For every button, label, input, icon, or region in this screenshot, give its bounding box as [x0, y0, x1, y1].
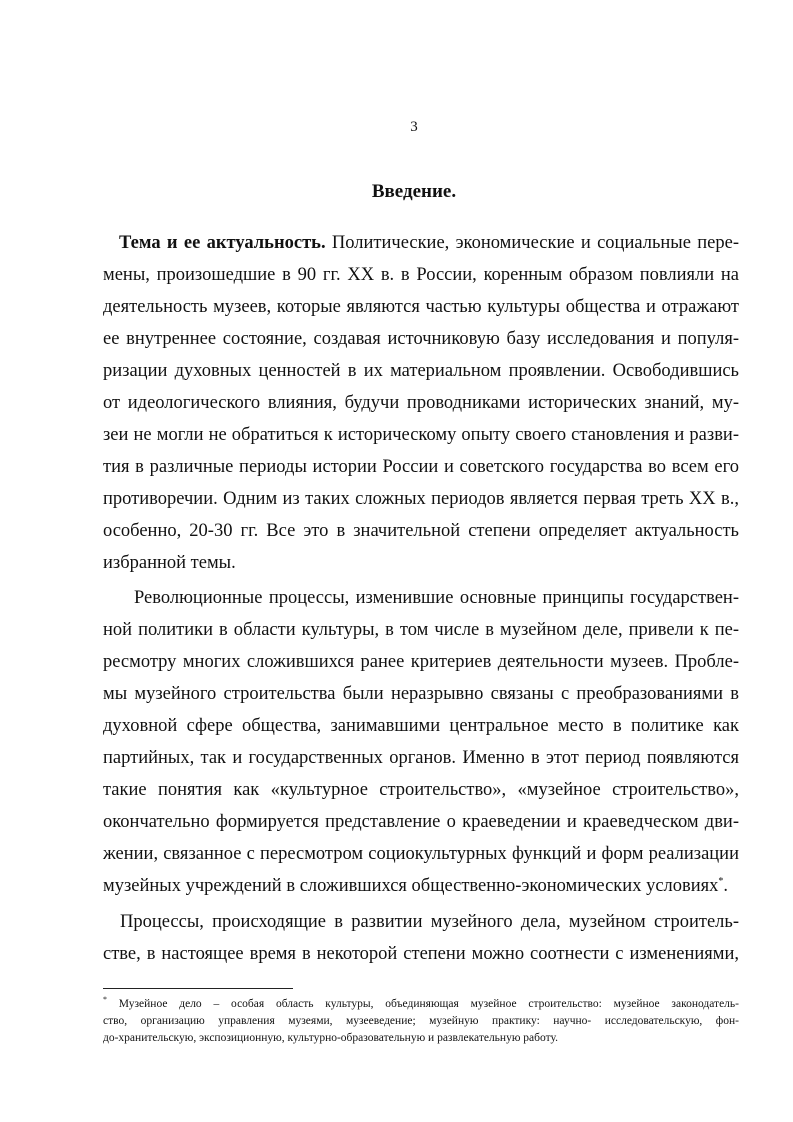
paragraph-line: ризации духовных ценностей в их материальном проявлении. Освободившись — [103, 361, 739, 381]
paragraph-lead: Тема и ее актуальность. — [119, 233, 326, 253]
paragraph-line: ее внутреннее состояние, создавая источниковую базу исследования и популя- — [103, 329, 739, 349]
paragraph-line: зеи не могли не обратиться к историческому опыту своего становления и разви- — [103, 425, 739, 445]
paragraph-line: мы музейного строительства были неразрывно связаны с преобразованиями в — [103, 684, 739, 704]
footnote-separator — [103, 988, 293, 989]
paragraph-line: партийных, так и государственных органов. Именно в этот период появляются — [103, 748, 739, 768]
paragraph-line: противоречии. Одним из таких сложных периодов является первая треть XX в., — [103, 489, 739, 509]
paragraph-line: жении, связанное с пересмотром социокультурных функций и форм реализации — [103, 844, 739, 864]
paragraph-line: ресмотру многих сложившихся ранее критериев деятельности музеев. Пробле- — [103, 652, 739, 672]
paragraph-line: ной политики в области культуры, в том числе в музейном деле, привели к пе- — [103, 620, 739, 640]
paragraph-line: Революционные процессы, изменившие основные принципы государствен- — [134, 588, 739, 608]
paragraph-line: духовной сфере общества, занимавшими центральное место в политике как — [103, 716, 739, 736]
footnote-reference[interactable]: * — [718, 875, 724, 887]
paragraph-line: окончательно формируется представление о краеведении и краеведческом дви- — [103, 812, 739, 832]
paragraph-line: Тема и ее актуальность. Политические, экономические и социальные пере- — [119, 233, 739, 253]
paragraph-line: Процессы, происходящие в развитии музейного дела, музейном строитель- — [120, 912, 739, 932]
paragraph-line: избранной темы. — [103, 553, 236, 573]
paragraph-line: тия в различные периоды истории России и советского государства во всем его — [103, 457, 739, 477]
paragraph-line: особенно, 20-30 гг. Все это в значительной степени определяет актуальность — [103, 521, 739, 541]
footnote-mark: * — [103, 995, 107, 1005]
paragraph-line: музейных учреждений в сложившихся общественно-экономических условиях*. — [103, 875, 729, 896]
paragraph-line: деятельность музеев, которые являются частью культуры общества и отражают — [103, 297, 739, 317]
paragraph-line: от идеологического влияния, будучи проводниками исторических знаний, му- — [103, 393, 739, 413]
footnote-line: * Музейное дело – особая область культуры, объединяющая музейное строительство: музейное законодатель- — [103, 995, 739, 1010]
paragraph-line: такие понятия как «культурное строительство», «музейное строительство», — [103, 780, 739, 800]
footnote-line: ство, организацию управления музеями, музееведение; музейную практику: научно- исследовательскую, фон- — [103, 1015, 739, 1027]
footnote-line: до-хранительскую, экспозиционную, культурно-образовательную и развлекательную работу. — [103, 1032, 558, 1044]
paragraph-line: стве, в настоящее время в некоторой степени можно соотнести с изменениями, — [103, 944, 739, 964]
page-number: 3 — [410, 119, 418, 135]
paragraph-line: мены, произошедшие в 90 гг. XX в. в России, коренным образом повлияли на — [103, 265, 739, 285]
section-title: Введение. — [371, 181, 457, 202]
